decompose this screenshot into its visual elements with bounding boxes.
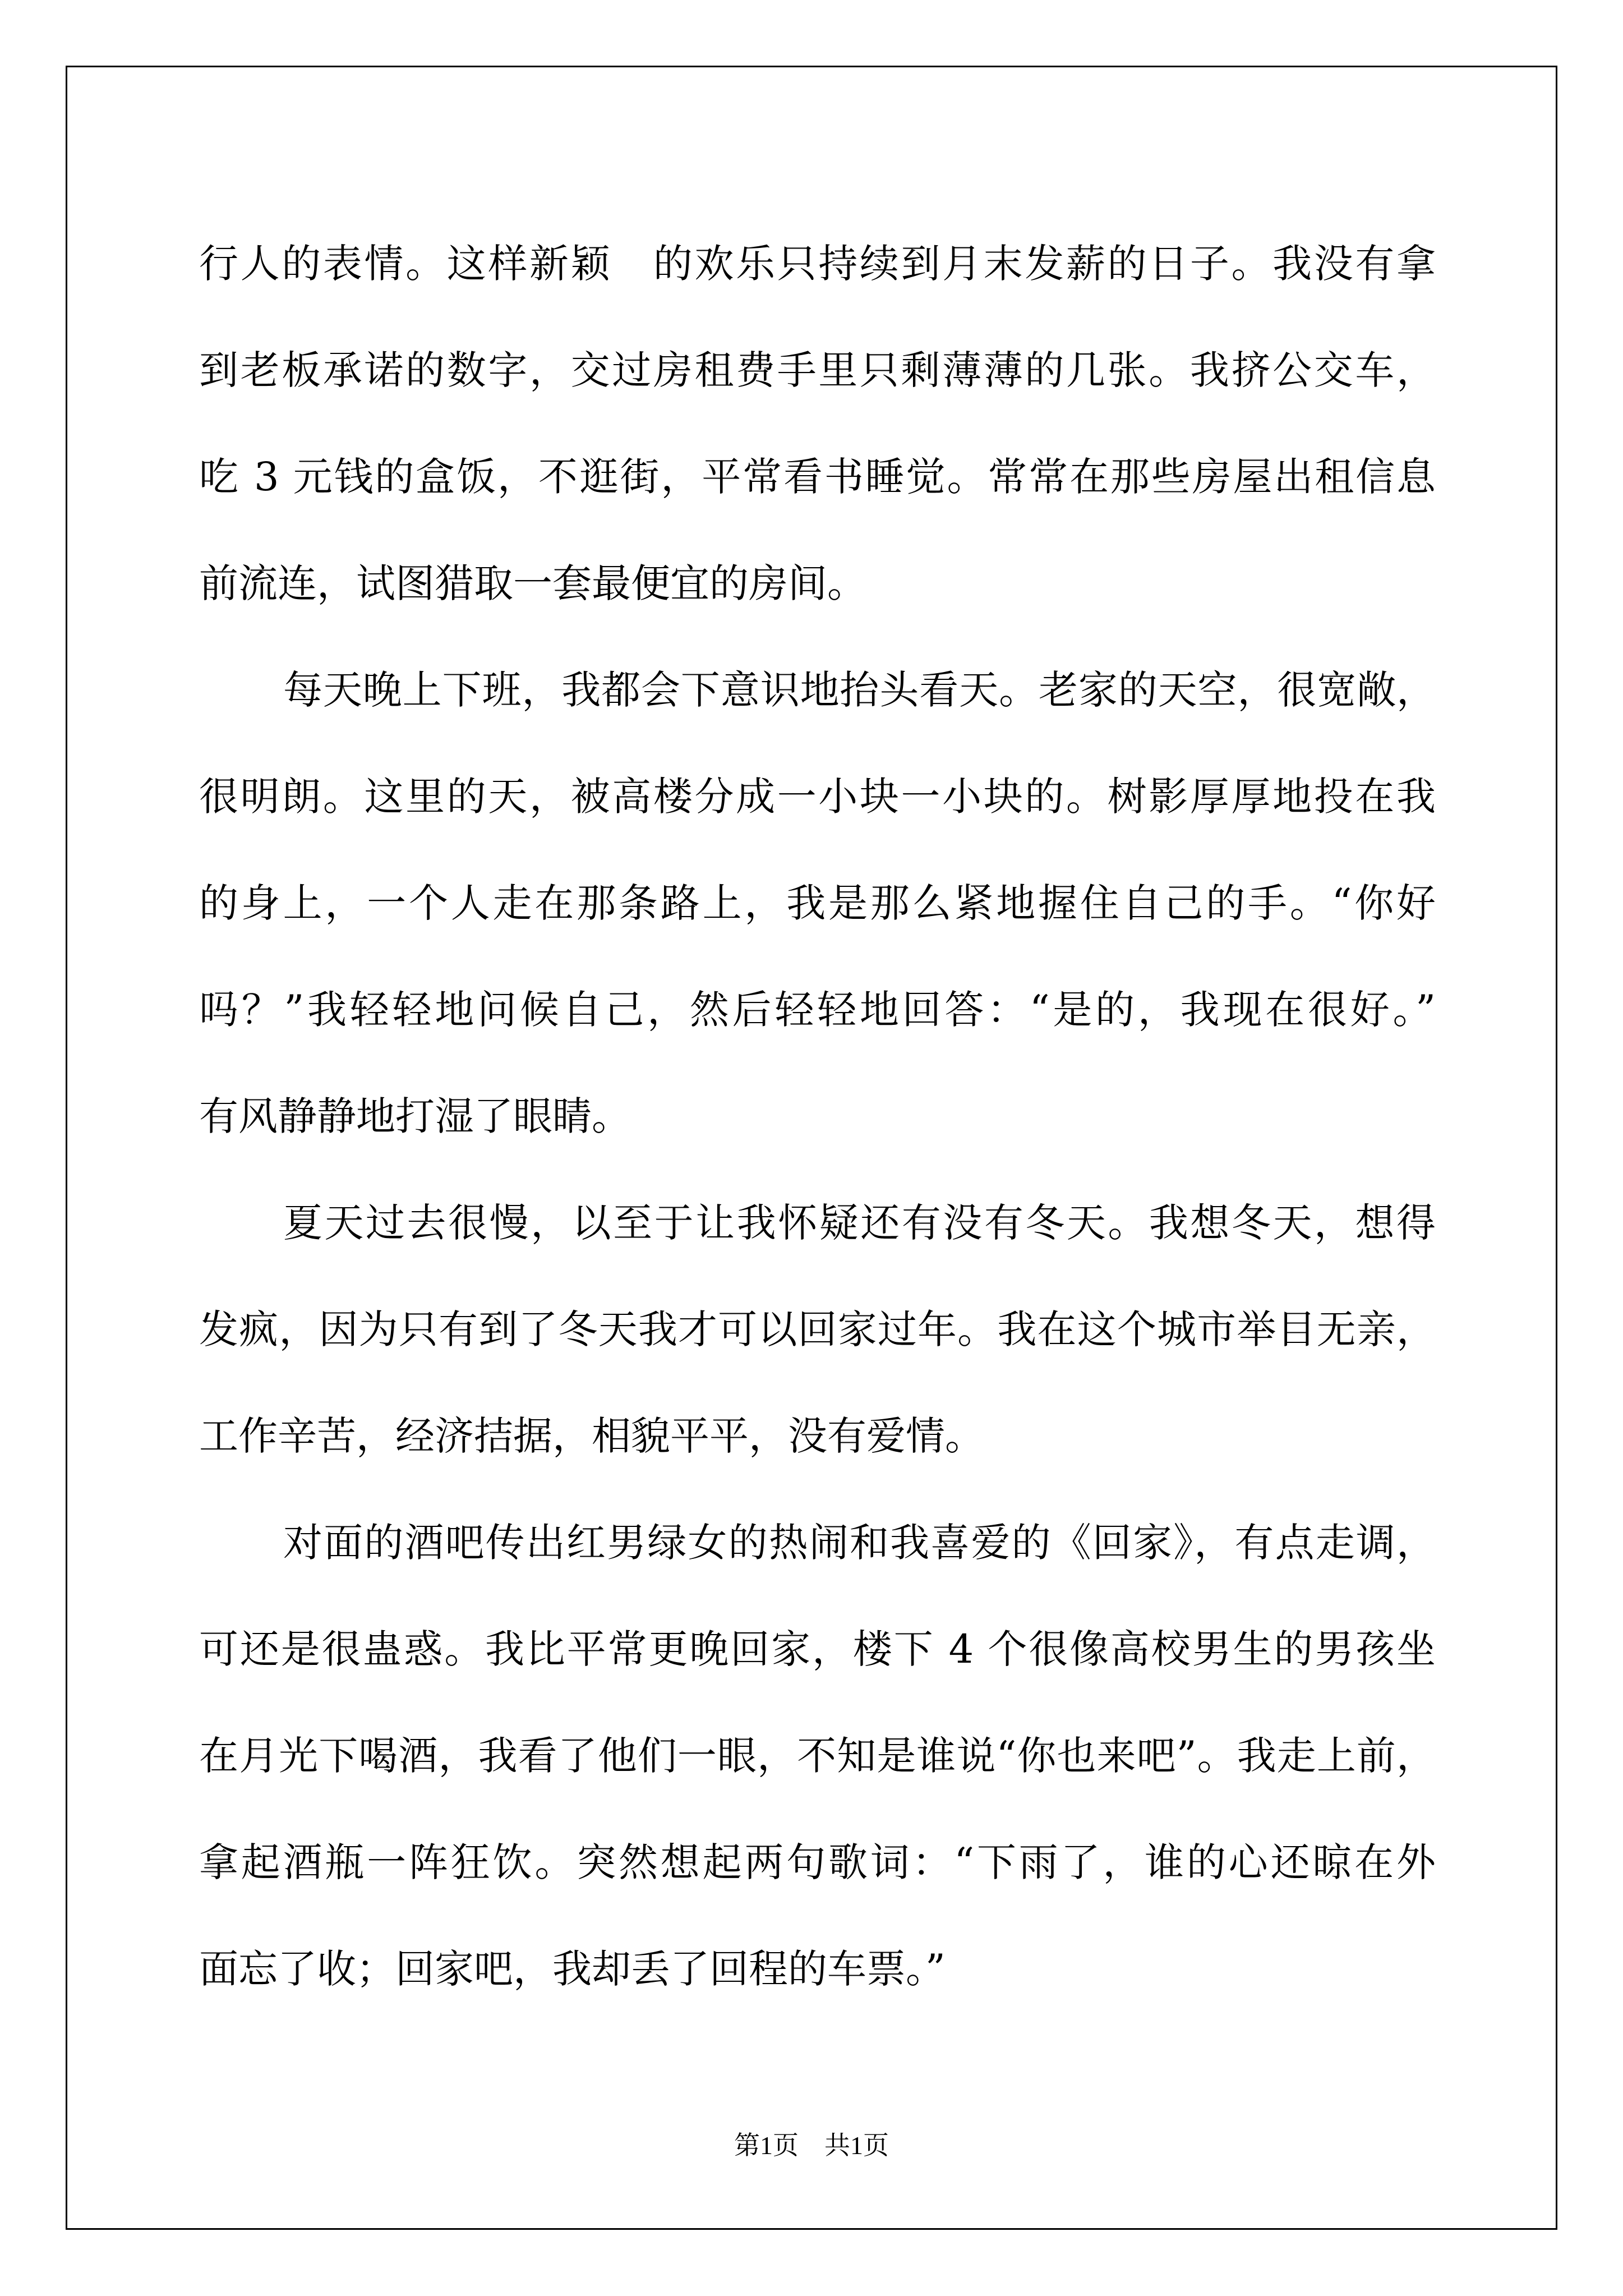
- page-number-footer: 第1页 共1页: [734, 2131, 889, 2160]
- text-line: 吃 3 元钱的盒饭，不逛街，平常看书睡觉。常常在那些房屋出租信息: [199, 454, 1436, 500]
- text-line: 拿起酒瓶一阵狂饮。突然想起两句歌词：“下雨了，谁的心还晾在外: [199, 1839, 1436, 1885]
- text-line: 行人的表情。这样新颖 的欢乐只持续到月末发薪的日子。我没有拿: [199, 241, 1436, 287]
- text-line: 前流连，试图猎取一套最便宜的房间。: [199, 560, 866, 606]
- text-line: 工作辛苦，经济拮据，相貌平平，没有爱情。: [199, 1413, 984, 1459]
- document-body: [199, 210, 1436, 2022]
- text-line: 在月光下喝酒，我看了他们一眼，不知是谁说“你也来吧”。我走上前，: [199, 1733, 1436, 1779]
- text-line: 每天晚上下班，我都会下意识地抬头看天。老家的天空，很宽敞，: [283, 667, 1436, 713]
- text-line: 有风静静地打湿了眼睛。: [199, 1093, 631, 1139]
- text-line: 很明朗。这里的天，被高楼分成一小块一小块的。树影厚厚地投在我: [199, 774, 1436, 820]
- text-line: 可还是很蛊惑。我比平常更晚回家，楼下 4 个很像高校男生的男孩坐: [199, 1626, 1436, 1672]
- text-line: 发疯，因为只有到了冬天我才可以回家过年。我在这个城市举目无亲，: [199, 1306, 1436, 1352]
- text-line: 对面的酒吧传出红男绿女的热闹和我喜爱的《回家》，有点走调，: [283, 1520, 1436, 1566]
- text-line: 面忘了收；回家吧，我却丢了回程的车票。”: [199, 1946, 946, 1992]
- text-line: 的身上，一个人走在那条路上，我是那么紧地握住自己的手。“你好: [199, 880, 1436, 926]
- text-line: 夏天过去很慢，以至于让我怀疑还有没有冬天。我想冬天，想得: [283, 1200, 1436, 1246]
- text-line: 吗？”我轻轻地问候自己，然后轻轻地回答：“是的，我现在很好。”: [199, 987, 1436, 1033]
- text-line: 到老板承诺的数字，交过房租费手里只剩薄薄的几张。我挤公交车，: [199, 347, 1436, 393]
